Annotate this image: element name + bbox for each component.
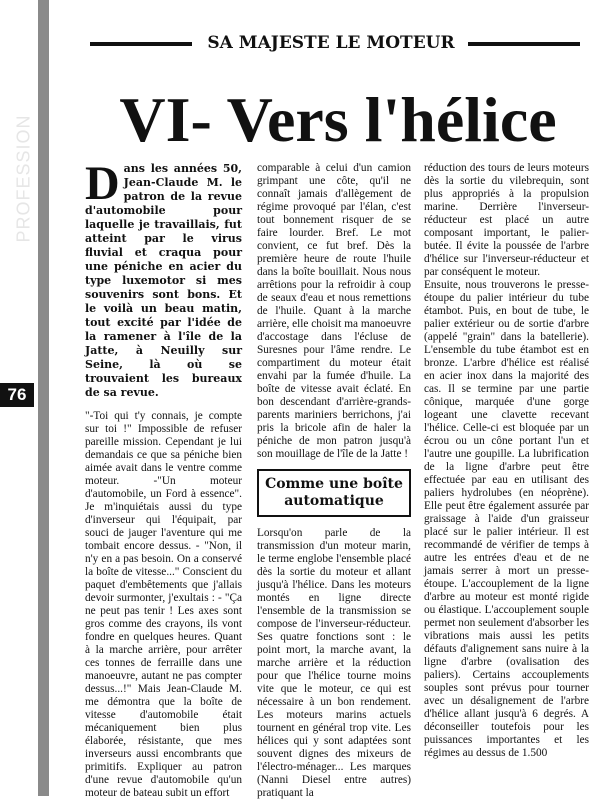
section-header — [90, 31, 592, 55]
article-lede — [85, 157, 242, 400]
subheading-box: Comme une boîte automatique — [257, 469, 411, 517]
header-rule-left — [90, 42, 192, 46]
article-headline: VI- Vers l'hélice — [119, 84, 557, 155]
section-label: PROFESSION — [13, 114, 34, 243]
section-title: SA MAJESTE LE MOTEUR — [207, 33, 455, 53]
page-number: 76 — [0, 383, 34, 407]
article-column-2 — [257, 162, 411, 800]
body-paragraph: comparable à celui d'un camion grimpant une côte, qu'il ne connaît jamais d'allègement de régime provoqué par l'élan, c'est tout bonnement risquer de se faire lourder. Bref. Le mot convient, ce fut bref. Dès la première heure de route l'huile dans la boîte bouillait. Nous nous arrêtions pour la refroidir à coup de seaux d'eau et nous remettions de l'huile. Quant à la marche arrière, elle choisit ma manoeuvre d'accostage dans l'écluse de Suresnes pour l'âme rendre. Le compartiment du moteur était envahi par la fumée d'huile. La boîte de vitesse avait éclaté. En bon descendant d'arrière-grands-parents mariniers berrichons, j'ai pris la bricole afin de haler la péniche de mon patron jusqu'à son mouillage de l'île de la Jatte ! — [257, 162, 412, 460]
sidebar-label — [0, 110, 48, 250]
drop-cap: D — [85, 157, 120, 210]
body-paragraph: Lorsqu'on parle de la transmission d'un moteur marin, le terme englobe l'ensemble placé dès la sortie du moteur et allant jusqu'à l'hélice. Dans les moteurs montés en ligne directe l'ensemble de la transmission se compose de l'inverseur-réducteur. Ses quatre fonctions sont : le point mort, la marche avant, la marche arrière et la réduction pour que l'hélice tourne moins vite que le moteur, ce qui est nécessaire à un bon rendement. Les moteurs marins actuels tournent en général trop vite. Les hélices qui y sont adaptées sont souvent dignes des mixeurs de l'électro-ménager... Les marques (Nanni Diesel entre autres) pratiquant la — [257, 527, 411, 799]
body-paragraph: réduction des tours de leurs moteurs dès la sortie du vilebrequin, sont plus appropriés à la propulsion marine. Derrière l'inverseur-réducteur est placé un autre composant important, le palier-butée. Il évite la poussée de l'arbre d'hélice sur l'inverseur-réducteur et par conséquent le moteur. — [424, 162, 589, 278]
body-paragraph: Ensuite, nous trouverons le presse-étoupe du palier intérieur du tube étambot. Puis, en bout de tube, le palier extérieur ou de sortie d'arbre (appelé "grain" dans la batellerie). L'ensemble du tube étambot est en bronze. L'arbre d'hélice est réalisé en acier inox dans la majorité des cas. Il se termine par une partie cônique, marquée d'une gorge logeant une clavette recevant l'hélice. Celle-ci est bloquée par un écrou ou un cône portant l'un et l'autre une goupille. La lubrification de la ligne d'arbre peut être effectuée par eau en utilisant des paliers hydrolubes (en néoprène). Elle peut être également assurée par graissage à l'aide d'un graisseur placé sur le palier intérieur. Il est recommandé de vérifier de temps à autre les entrées d'eau et de ne jamais serrer à mort un presse-étoupe. L'accouplement de la ligne d'arbre au moteur est monté rigide ou élastique. L'accouplement souple permet non seulement d'absorber les vibrations mais aussi les petits défauts d'alignement sans nuire à la ligne d'arbre (ovalisation des paliers). Certains accouplements souples sont prévus pour tourner avec un désalignement de l'arbre d'hélice allant jusqu'à 6 degrés. A déconseiller toutefois pour les puissances importantes et les régimes au dessus de 1.500 — [424, 279, 589, 759]
header-rule-right — [468, 42, 580, 46]
body-paragraph: "-Toi qui t'y connais, je compte sur toi !" Impossible de refuser pareille mission. Cependant je lui demandais ce que sa péniche bien aimée avait dans le ventre comme moteur. -"Un moteur d'automobile, un Ford à essence". Je m'inquiétais aussi du type d'inverseur qui l'équipait, par souci de jauger l'aventure qui me tombait encore dessus. - "Non, il n'y en a pas besoin. On a conservé la boîte de vitesse..." Conscient du paquet d'embêtements que j'allais devoir surmonter, j'exultais : - "Ça ne peut pas tenir ! Les axes sont gros comme des crayons, ils vont fondre en quelques heures. Quant à la marche arrière, pour arrêter ces tonnes de ferraille dans une manoeuvre, autant ne pas compter dessus...!" Mais Jean-Claude M. me démontra que la boîte de vitesse d'automobile était mécaniquement bien plus élaborée, résistante, que mes inverseurs aussi encombrants que primitifs. Expliquer au patron d'une revue d'automobile qu'un moteur de bateau subit un effort — [85, 410, 242, 799]
lede-text: ans les années 50, Jean-Claude M. le patron de la revue d'automobile pour laquelle je travaillais, fut atteint par le virus fluvial et craqua pour une péniche en acier du type luxemotor si mes souvenirs sont bons. Et le voilà un beau matin, tout excité par l'idée de la ramener à l'île de la Jatte, à Neuilly sur Seine, là où se trouvaient les bureaux de sa revue. — [85, 162, 242, 399]
article-column-3 — [424, 162, 589, 760]
article-column-1 — [85, 157, 242, 800]
